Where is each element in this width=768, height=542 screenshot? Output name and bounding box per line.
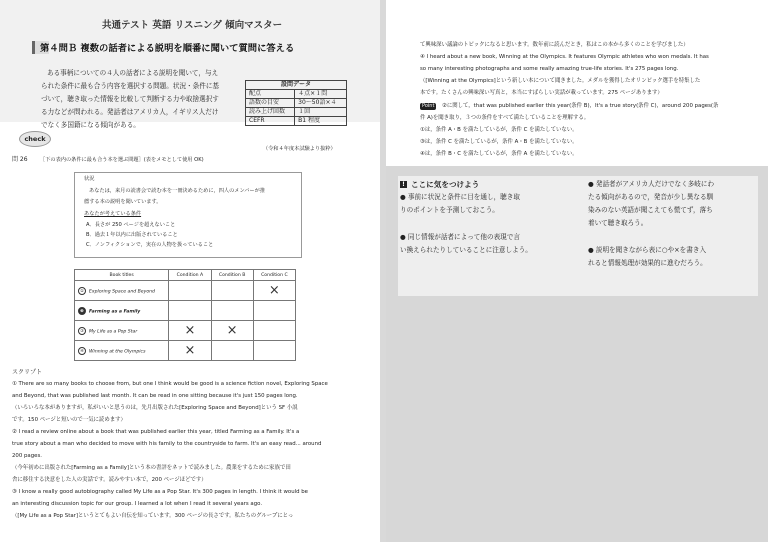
condition-item: B．過去１年以内に出版されていること <box>86 232 178 238</box>
mark-cell <box>169 281 211 301</box>
data-key: CEFR <box>246 117 295 126</box>
tip-line: ● 発話者がアメリカ人だけでなく多岐にわ <box>588 180 715 188</box>
data-value: ４点×１問 <box>295 90 347 99</box>
source-note: （令和４年度本試験より抜粋） <box>263 146 336 152</box>
setsumon-title: 設問データ <box>246 81 347 90</box>
column-header: Condition C <box>253 270 295 281</box>
script-line: ① There are so many books to choose from, but one I think would be good is a science fiction novel, Exploring Space <box>12 381 328 387</box>
left-page <box>0 0 380 542</box>
tip-line: い換えられたりしていることに注意しよう。 <box>400 246 532 254</box>
script-line: ② I read a review online about a book that was published earlier this year, titled Farming as a Family. It's a <box>12 429 300 435</box>
point-line: 件 A)を聞き取り，３つの条件をすべて満たしていることを理解する。 <box>420 115 590 121</box>
point-line: ③は，条件 C を満たしているが，条件 A・B を満たしていない。 <box>420 139 578 145</box>
tip-line: ● 同じ情報が話者によって他の表現で言 <box>400 233 520 241</box>
book-title: Farming as a Family <box>89 309 141 314</box>
script-label: スクリプト <box>12 369 43 376</box>
tip-line: ● 説明を聞きながら表に○や×を書き入 <box>588 246 707 254</box>
table-row <box>75 301 296 321</box>
tip-line: りのポイントを予測しておこう。 <box>400 206 499 214</box>
script-line: 200 pages. <box>12 453 42 459</box>
point-line: ④は，条件 B・C を満たしているが，条件 A を満たしていない。 <box>420 151 578 157</box>
setsumon-data-table <box>245 80 347 126</box>
condition-item: C．ノンフィクションで，実在の人物を扱っていること <box>86 242 214 248</box>
tip-line: たる傾向があるので，発音が少し異なる馴 <box>588 193 714 201</box>
data-value: 30〜50語×４ <box>295 99 347 108</box>
conditions-table <box>74 269 296 361</box>
series-title: 共通テスト 英語 リスニング 傾向マスター <box>102 20 283 31</box>
number-marker: ③ <box>78 327 86 335</box>
check-bubble: check <box>19 131 51 147</box>
caution-title: ここに気をつけよう <box>411 180 480 189</box>
mark-cell <box>211 301 253 321</box>
book-title: Winning at the Olympics <box>89 349 146 354</box>
data-key: 読み上げ回数 <box>246 108 295 117</box>
number-marker: ① <box>78 287 86 295</box>
data-key: 語数の目安 <box>246 99 295 108</box>
script-line: です。150 ページと短いので一気に読めます） <box>12 417 126 423</box>
situation-label: 状況 <box>84 176 95 182</box>
script-line: （[Winning at the Olympics]という新しい本について聞きました。メダルを獲得したオリンピック選手を特集した <box>420 78 701 84</box>
question-text: ［下の表内の条件に最も合う本を選ぶ問題］(表をメモとして使用 OK) <box>40 157 204 163</box>
mark-cell <box>253 341 295 361</box>
point-badge: Point <box>422 103 435 109</box>
book-title: My Life as a Pop Star <box>89 329 138 334</box>
mark-cell <box>211 341 253 361</box>
script-line: て興味深い議論のトピックになると思います。数年前に読んだとき，私はこの本から多くのことを学びました） <box>420 42 689 48</box>
tip-line: 染みのない英語が聞こえても慌てず，落ち <box>588 206 713 214</box>
situation-line: あなたは，来月の読書会で読む本を一冊決めるために，四人のメンバーが推 <box>89 188 266 194</box>
tip-line: ● 事前に状況と条件に目を通し，聴き取 <box>400 193 520 201</box>
script-line: an interesting discussion topic for our group. I learned a lot when I read it several years ago. <box>12 501 263 507</box>
data-key: 配点 <box>246 90 295 99</box>
intro-line: ある事柄についての４人の話者による説明を聞いて，与え <box>47 69 219 77</box>
mark-cell: × <box>169 341 211 361</box>
table-row <box>75 321 296 341</box>
situation-line: 薦する本の説明を聞いています。 <box>84 199 162 205</box>
right-page <box>386 0 768 542</box>
script-line: and Beyond, that was published last month. It can be read in one sitting because it's just 150 pages long. <box>12 393 298 399</box>
point-line: ②に関して，that was published earlier this year(条件 B)，It's a true story(条件 C)，around 200 pages(条 <box>442 103 719 109</box>
script-line: ④ I heard about a new book, Winning at the Olympics. It features Olympic athletes who won medals. It has <box>420 54 709 60</box>
mark-cell: × <box>253 281 295 301</box>
section-title: 第４問Ｂ 複数の話者による説明を順番に聞いて質問に答える <box>40 43 295 54</box>
script-line: （[My Life as a Pop Star]というとてもよい自伝を知っています。300 ページの長さです。私たちのグループにとっ <box>12 513 294 519</box>
script-line: ③ I know a really good autobiography called My Life as a Pop Star. It's 300 pages in length. I think it would be <box>12 489 308 495</box>
question-number: 問 26 <box>12 156 28 163</box>
data-value: １回 <box>295 108 347 117</box>
intro-line: づいて，聴き取った情報を比較して判断する力や取捨選択す <box>41 95 219 103</box>
script-line: 舎に移住する決意をした人の実話です。読みやすい本で，200 ページほどです） <box>12 477 207 483</box>
mark-cell <box>169 301 211 321</box>
mark-cell: × <box>211 321 253 341</box>
mark-cell <box>253 321 295 341</box>
number-marker-answer: ❷ <box>78 307 86 315</box>
script-line: true story about a man who decided to move with his family to the countryside to farm. It's an easy read... around <box>12 441 322 447</box>
table-row <box>75 341 296 361</box>
column-header: Book titles <box>75 270 169 281</box>
tip-line: 着いて聴き取ろう。 <box>588 219 648 227</box>
intro-line: でなく多国籍になる傾向がある。 <box>41 121 140 129</box>
table-row <box>75 281 296 301</box>
mark-cell <box>211 281 253 301</box>
column-header: Condition A <box>169 270 211 281</box>
book-title: Exploring Space and Beyond <box>89 289 155 294</box>
data-value: B1 程度 <box>295 117 347 126</box>
tip-line: れると情報処理が効果的に進むだろう。 <box>588 259 707 267</box>
warning-icon: ! <box>400 181 407 188</box>
intro-line: られた条件に最も合う内容を選択する問題。状況・条件に基 <box>41 82 220 90</box>
conditions-label: あなたが考えている条件 <box>84 211 142 217</box>
column-header: Condition B <box>211 270 253 281</box>
condition-item: A．長さが 250 ページを超えないこと <box>86 222 176 228</box>
script-line: 本です。たくさんの興味深い写真と，本当にすばらしい実話が載っています。275 ページあります） <box>420 90 663 96</box>
intro-line: る力などが問われる。発話者はアメリカ人，イギリス人だけ <box>41 108 219 116</box>
mark-cell <box>253 301 295 321</box>
script-line: so many interesting photographs and some really amazing true-life stories. It's 275 pages long. <box>420 66 679 72</box>
number-marker: ④ <box>78 347 86 355</box>
script-line: （いろいろな本がありますが，私がいいと思うのは，先月出版された[Exploring Space and Beyond]という SF 小説 <box>12 405 298 411</box>
script-line: （今年初めに出版された[Farming as a Family]という本の書評をネットで読みました。農業をするために家族で田 <box>12 465 291 471</box>
point-line: ①は，条件 A・B を満たしているが，条件 C を満たしていない。 <box>420 127 578 133</box>
mark-cell: × <box>169 321 211 341</box>
